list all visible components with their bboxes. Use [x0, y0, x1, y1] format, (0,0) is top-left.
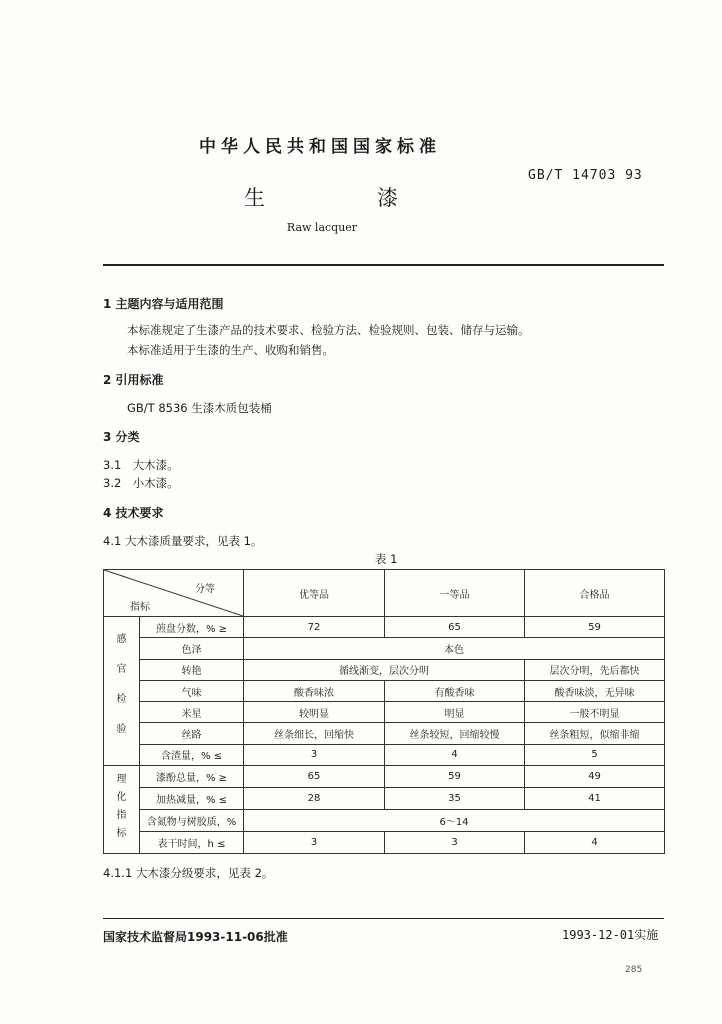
header-rule	[103, 264, 664, 266]
cell-value: 酸香味淡，无异味	[525, 680, 665, 701]
row-label: 漆酚总量，% ≥	[140, 766, 244, 788]
cell-value: 丝条粗短，似缩非缩	[525, 723, 665, 744]
group-sensory-char: 官	[116, 664, 127, 676]
cell-value: 丝条细长，回缩快	[244, 723, 385, 744]
cell-value: 65	[385, 617, 525, 638]
cell-value: 丝条较短，回缩较慢	[385, 723, 525, 744]
diagonal-divider	[104, 570, 243, 616]
cell-value: 一般不明显	[525, 702, 665, 723]
standard-title: 中华人民共和国国家标准	[199, 137, 441, 157]
clause-4-1-1: 4.1.1 大木漆分级要求，见表 2。	[103, 866, 274, 880]
cell-value: 59	[525, 617, 665, 638]
group-sensory-char: 检	[116, 694, 127, 706]
table-row	[104, 659, 665, 680]
clause-4-1: 4.1 大木漆质量要求，见表 1。	[103, 534, 263, 548]
row-label: 色泽	[140, 638, 244, 659]
cell-value: 5	[525, 744, 665, 765]
row-label: 转艳	[140, 659, 244, 680]
row-label: 含氮物与树胶质，%	[140, 810, 244, 832]
corner-grade-label: 分等	[195, 584, 215, 595]
clause-3-2	[103, 475, 179, 491]
cell-value: 3	[385, 831, 525, 853]
implementation-date: 1993-12-01实施	[562, 928, 659, 942]
cell-value: 明显	[385, 702, 525, 723]
row-label: 米星	[140, 702, 244, 723]
page-number: 285	[625, 965, 643, 975]
approval-line: 国家技术监督局1993-11-06批准	[103, 930, 288, 944]
standard-code: GB/T 14703 93	[528, 168, 643, 183]
cell-value: 循线渐变，层次分明	[244, 659, 525, 680]
col-header-premium: 优等品	[244, 570, 385, 617]
table-row	[104, 638, 665, 659]
row-label: 气味	[140, 680, 244, 701]
cell-value: 6～14	[244, 810, 665, 832]
table-row	[104, 788, 665, 810]
group-sensory-char: 感	[116, 634, 127, 646]
document-title-english: Raw lacquer	[286, 221, 358, 234]
table-corner-cell	[104, 570, 244, 617]
group-physchem-char: 化	[116, 792, 127, 804]
table-row	[104, 810, 665, 832]
referenced-standard: GB/T 8536 生漆木质包装桶	[127, 401, 272, 415]
table-row	[104, 680, 665, 701]
quality-requirements-table	[103, 569, 665, 854]
col-header-first-grade: 一等品	[385, 570, 525, 617]
row-label: 表干时间，h ≤	[140, 831, 244, 853]
clause-3-1-number: 3.1	[103, 458, 122, 472]
section-1-paragraph-2: 本标准适用于生漆的生产、收购和销售。	[127, 343, 334, 357]
document-title-char-1: 生	[244, 186, 265, 210]
clause-3-1	[103, 457, 179, 473]
cell-value: 本色	[244, 638, 665, 659]
cell-value: 较明显	[244, 702, 385, 723]
footer-rule	[103, 918, 664, 919]
table-row	[104, 723, 665, 744]
table-row	[104, 744, 665, 765]
clause-3-2-number: 3.2	[103, 476, 122, 490]
group-physchem-char: 标	[116, 828, 127, 840]
cell-value: 59	[385, 766, 525, 788]
section-1-paragraph-1: 本标准规定了生漆产品的技术要求、检验方法、检验规则、包装、储存与运输。	[127, 323, 530, 337]
cell-value: 65	[244, 766, 385, 788]
col-header-qualified: 合格品	[525, 570, 665, 617]
group-physchem-label	[104, 766, 140, 854]
table-row	[104, 766, 665, 788]
section-1-heading: 1 主题内容与适用范围	[103, 297, 224, 311]
clause-3-1-text: 大木漆。	[132, 458, 179, 472]
row-label: 含渣量，% ≤	[140, 744, 244, 765]
cell-value: 4	[385, 744, 525, 765]
table-row	[104, 702, 665, 723]
group-sensory-char: 验	[116, 724, 127, 736]
section-3-heading: 3 分类	[103, 430, 140, 444]
group-sensory-label	[104, 617, 140, 766]
cell-value: 4	[525, 831, 665, 853]
cell-value: 层次分明，先后都快	[525, 659, 665, 680]
row-label: 丝路	[140, 723, 244, 744]
corner-index-label: 指标	[130, 602, 150, 613]
cell-value: 72	[244, 617, 385, 638]
cell-value: 酸香味浓	[244, 680, 385, 701]
cell-value: 3	[244, 831, 385, 853]
table-header-row	[104, 570, 665, 617]
cell-value: 35	[385, 788, 525, 810]
cell-value: 49	[525, 766, 665, 788]
cell-value: 28	[244, 788, 385, 810]
row-label: 煎盘分数，% ≥	[140, 617, 244, 638]
group-physchem-char: 理	[116, 774, 127, 786]
section-2-heading: 2 引用标准	[103, 373, 164, 387]
cell-value: 3	[244, 744, 385, 765]
document-title-char-2: 漆	[377, 186, 398, 210]
cell-value: 有酸香味	[385, 680, 525, 701]
cell-value: 41	[525, 788, 665, 810]
section-4-heading: 4 技术要求	[103, 506, 164, 520]
row-label: 加热减量，% ≤	[140, 788, 244, 810]
table-caption: 表 1	[375, 552, 398, 566]
table-row	[104, 831, 665, 853]
group-physchem-char: 指	[116, 810, 127, 822]
clause-3-2-text: 小木漆。	[132, 476, 179, 490]
table-row	[104, 617, 665, 638]
